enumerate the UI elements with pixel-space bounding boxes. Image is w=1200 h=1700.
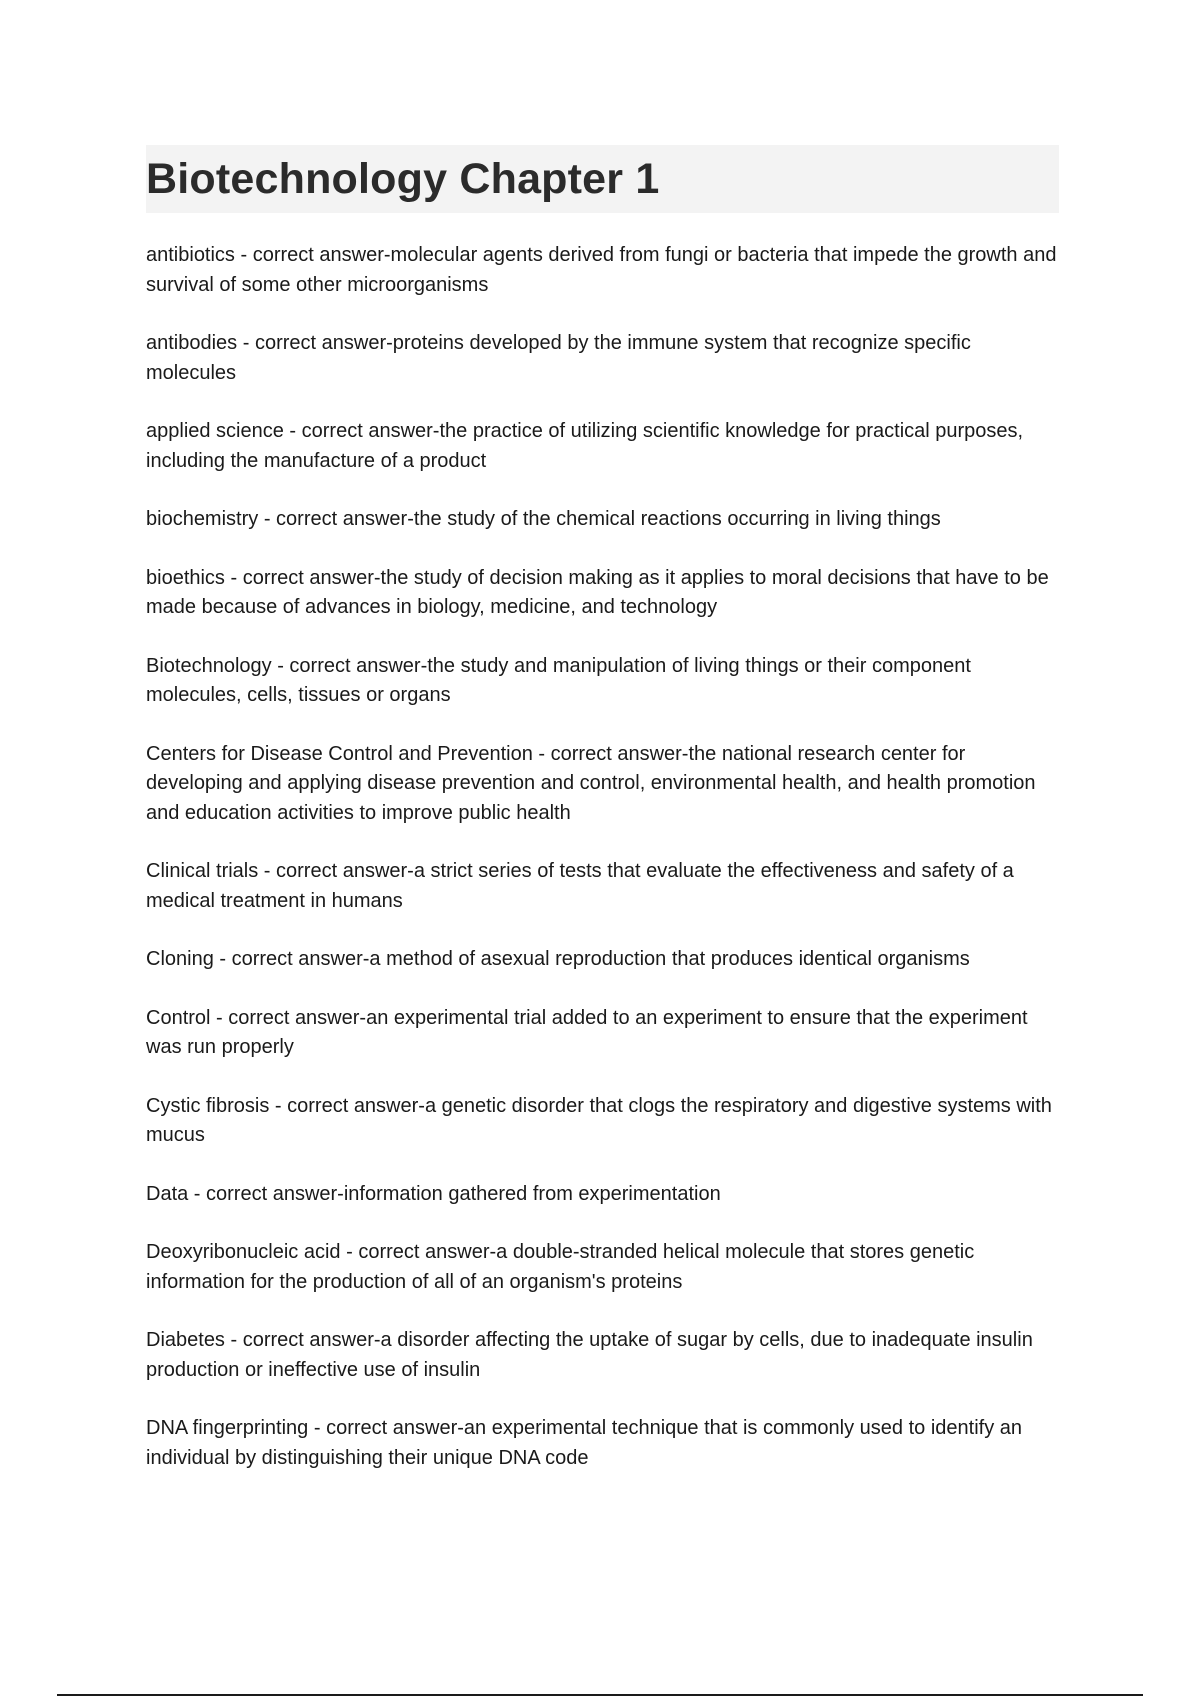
glossary-entry [146, 417, 1066, 476]
glossary-term: Cloning [146, 948, 214, 970]
glossary-term: Diabetes [146, 1329, 225, 1351]
glossary-definition: the study of decision making as it applies to moral decisions that have to be made because of advances in biology, medicine, and technology [146, 566, 1049, 618]
glossary-separator: - correct answer- [283, 420, 440, 442]
glossary-separator: - correct answer- [258, 860, 414, 882]
glossary-separator: - correct answer- [237, 332, 393, 354]
glossary-term: Clinical trials [146, 860, 259, 882]
glossary-separator: - correct answer- [213, 948, 370, 970]
glossary-definition: proteins developed by the immune system that recognize specific molecules [146, 332, 971, 384]
glossary-separator: - correct answer- [224, 1329, 381, 1351]
glossary-term: biochemistry [146, 508, 259, 530]
glossary-list [146, 241, 1066, 1502]
glossary-separator: - correct answer- [340, 1241, 497, 1263]
glossary-separator: - correct answer- [308, 1417, 464, 1439]
glossary-entry [146, 945, 1066, 975]
glossary-separator: - correct answer- [188, 1182, 344, 1205]
glossary-separator: - correct answer- [258, 508, 414, 530]
glossary-term: Centers for Disease Control and Prevention [146, 742, 533, 765]
glossary-entry [146, 329, 1066, 388]
glossary-term: Data [146, 1182, 189, 1205]
glossary-term: applied science [146, 420, 284, 442]
glossary-definition: a disorder affecting the uptake of sugar by cells, due to inadequate insulin production or ineffective use of insulin [146, 1329, 1033, 1381]
glossary-definition: molecular agents derived from fungi or bacteria that impede the growth and survival of some other microorganisms [146, 244, 1057, 296]
glossary-entry [146, 564, 1066, 623]
glossary-entry [146, 1092, 1066, 1151]
glossary-entry [146, 241, 1066, 300]
glossary-entry [146, 505, 1066, 535]
page-title: Biotechnology Chapter 1 [146, 155, 660, 203]
glossary-definition: an experimental technique that is commonly used to identify an individual by distinguishing their unique DNA code [146, 1417, 1023, 1469]
glossary-entry [146, 740, 1066, 829]
glossary-entry [146, 1326, 1066, 1385]
glossary-entry [146, 1180, 1066, 1210]
glossary-definition: the study and manipulation of living things or their component molecules, cells, tissues or organs [146, 654, 971, 706]
glossary-definition: a genetic disorder that clogs the respiratory and digestive systems with mucus [146, 1094, 1052, 1146]
glossary-entry [146, 1238, 1066, 1297]
glossary-separator: - correct answer- [269, 1094, 425, 1117]
glossary-term: Biotechnology [146, 654, 272, 677]
glossary-definition: the practice of utilizing scientific knowledge for practical purposes, including the manufacture of a product [146, 420, 1024, 472]
glossary-entry [146, 1414, 1066, 1473]
glossary-term: antibodies [146, 332, 238, 354]
glossary-entry [146, 857, 1066, 916]
glossary-definition: a double-stranded helical molecule that stores genetic information for the production of all of an organism's proteins [146, 1241, 975, 1293]
glossary-definition: an experimental trial added to an experiment to ensure that the experiment was run properly [146, 1006, 1028, 1058]
glossary-definition: a method of asexual reproduction that produces identical organisms [369, 948, 970, 970]
glossary-separator: - correct answer- [271, 654, 428, 677]
glossary-separator: - correct answer- [210, 1006, 367, 1029]
glossary-term: DNA fingerprinting [146, 1417, 309, 1439]
glossary-term: Cystic fibrosis [146, 1094, 270, 1117]
glossary-definition: information gathered from experimentation [343, 1182, 721, 1205]
glossary-separator: - correct answer- [532, 742, 689, 765]
glossary-term: Control [146, 1006, 211, 1029]
glossary-separator: - correct answer- [234, 244, 391, 266]
glossary-definition: a strict series of tests that evaluate the effectiveness and safety of a medical treatment in humans [146, 860, 1014, 912]
glossary-definition: the study of the chemical reactions occurring in living things [413, 508, 941, 530]
glossary-term: Deoxyribonucleic acid [146, 1241, 341, 1263]
glossary-separator: - correct answer- [224, 566, 381, 589]
glossary-term: bioethics [146, 566, 225, 589]
glossary-definition: the national research center for developing and applying disease prevention and control, environmental health, and health promotion and education activities to improve public health [146, 742, 1036, 824]
glossary-entry [146, 1004, 1066, 1063]
glossary-term: antibiotics [146, 244, 235, 266]
bottom-divider [57, 1694, 1143, 1696]
glossary-entry [146, 652, 1066, 711]
